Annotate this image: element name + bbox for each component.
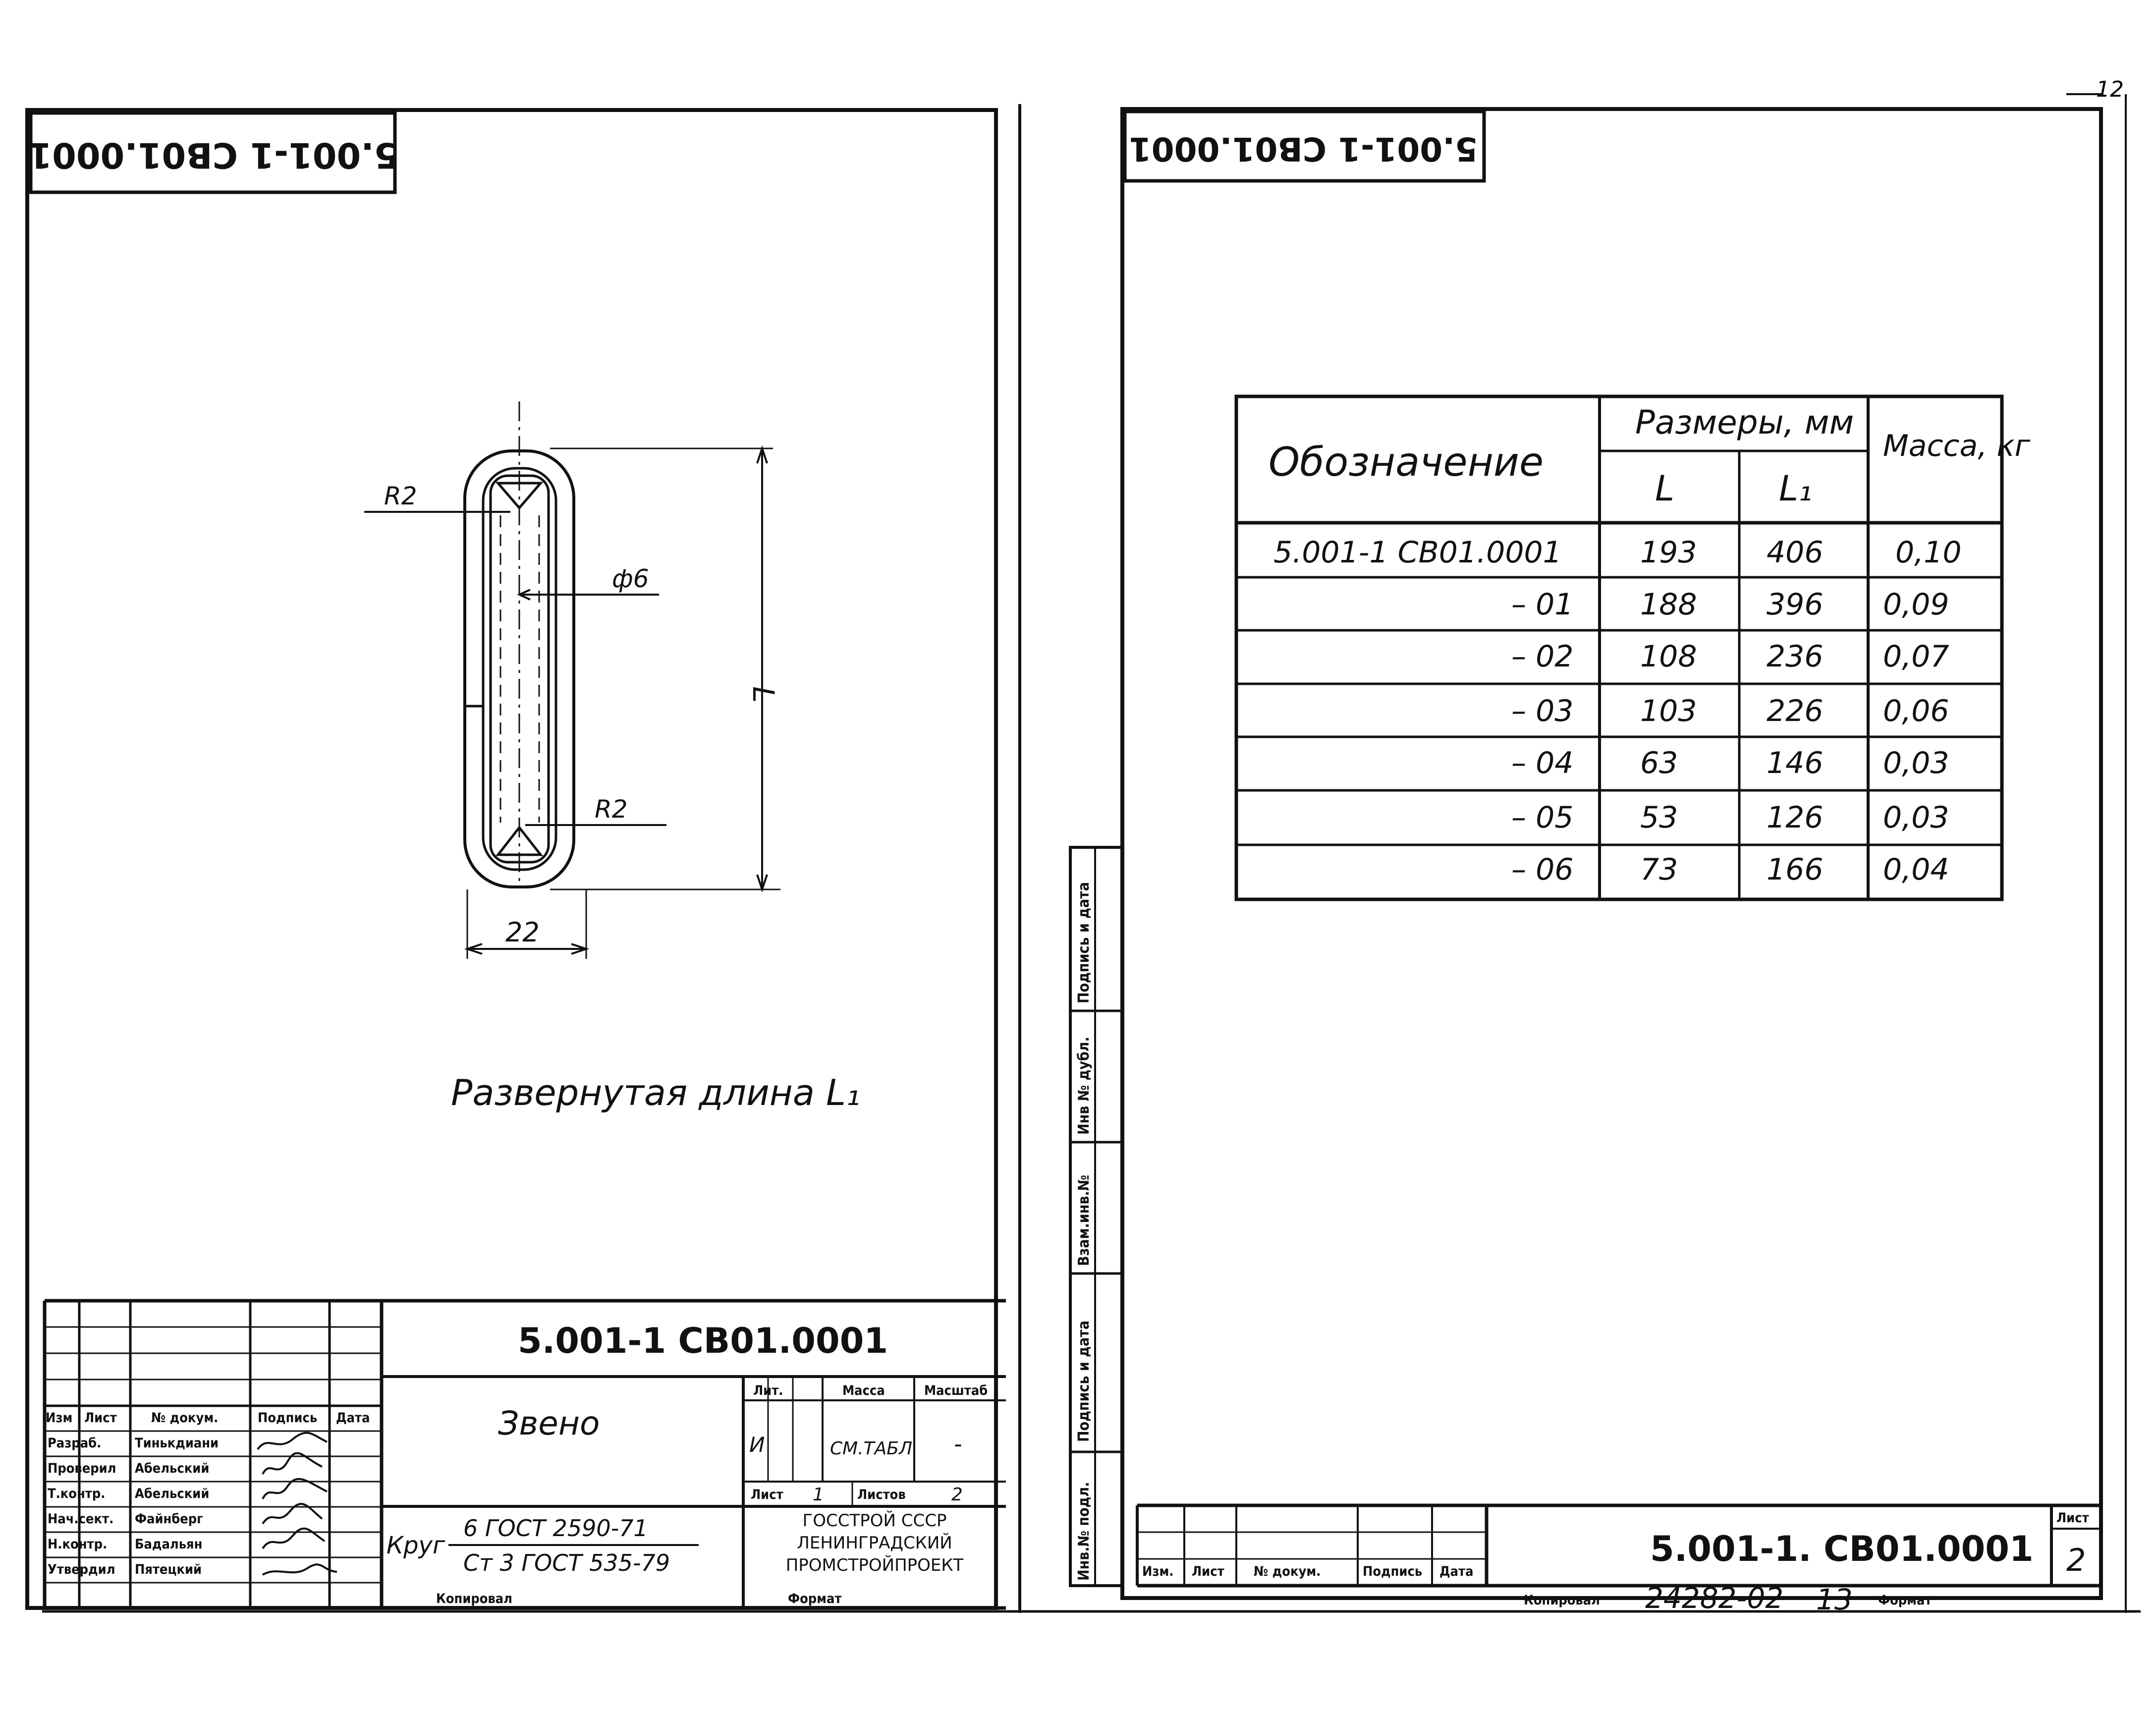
role-6: Утвердил [48,1562,115,1577]
side-stamp [1070,847,1122,1586]
right-designation: 5.001-1. СВ01.0001 [1650,1529,2034,1569]
col-date: Дата [336,1410,370,1426]
right-top-stamp: 5.001-1 СВ01.0001 [1128,129,1478,168]
table-row [1511,694,1949,728]
product-name: Звено [498,1404,600,1442]
row-mass: 0,03 [1883,800,1949,835]
row-designation: – 04 [1511,746,1574,780]
diameter-label: ф6 [612,564,649,593]
r-format-label: Формат [1878,1593,1932,1608]
row-L: 193 [1640,535,1697,570]
row-mass: 0,06 [1883,694,1949,728]
r-sheet-label: Лист [2056,1510,2089,1526]
width-label: 22 [505,917,540,948]
header-dimensions: Размеры, мм [1635,403,1854,442]
right-frame [1122,109,2101,1598]
org-line-3: ПРОМСТРОЙПРОЕКТ [785,1555,964,1575]
header-designation: Обозначение [1269,439,1544,485]
role-3: Т.контр. [48,1486,106,1501]
row-mass: 0,07 [1883,639,1949,674]
side-label-5: Подпись и дата [1075,882,1093,1003]
sheets-label: Листов [857,1487,906,1502]
row-mass: 0,03 [1883,746,1949,780]
row-designation: – 02 [1511,639,1574,674]
name-4: Файнберг [135,1511,203,1527]
r-col-doc: № докум. [1254,1564,1321,1579]
side-label-3: Взам.инв.№ [1075,1174,1093,1266]
row-L: 188 [1640,587,1697,622]
page-number: 12 [2096,77,2124,102]
col-doc: № докум. [151,1410,219,1426]
length-label: L [746,686,780,703]
name-2: Абельский [135,1461,210,1476]
lit-header: Лит. [753,1383,783,1398]
r-col-list: Лист [1192,1564,1224,1579]
r-copied-label: Копировал [1524,1593,1600,1608]
row-designation: 5.001-1 СВ01.0001 [1273,535,1562,570]
table-row [1511,587,1949,622]
col-sign: Подпись [258,1410,318,1426]
org-line-2: ЛЕНИНГРАДСКИЙ [797,1533,952,1553]
copied-label: Копировал [436,1591,512,1606]
row-L1: 166 [1767,852,1824,887]
left-designation: 5.001-1 СВ01.0001 [518,1321,888,1361]
signature-6 [263,1564,337,1575]
developed-length-caption: Развернутая длина L₁ [451,1072,860,1113]
row-L1: 226 [1767,694,1824,728]
col-izm: Изм [46,1410,73,1426]
row-L: 73 [1640,852,1678,887]
row-L1: 396 [1767,587,1824,622]
radius-top-label: R2 [384,482,417,510]
mass-value: СМ.ТАБЛ [830,1438,913,1459]
row-mass: 0,10 [1895,535,1962,570]
format-label: Формат [788,1591,842,1606]
table-rows [1273,535,1962,887]
role-5: Н.контр. [48,1537,108,1552]
right-sheet [1070,94,2126,1616]
table-row [1273,535,1962,570]
table-row [1511,852,1949,887]
org-line-1: ГОССТРОЙ СССР [802,1511,947,1531]
name-3: Абельский [135,1486,210,1501]
mass-header: Масса [842,1383,885,1398]
row-L: 63 [1640,746,1678,780]
row-L1: 126 [1767,800,1824,835]
side-label-2: Подпись и дата [1075,1320,1093,1442]
side-label-4: Инв № дубл. [1075,1037,1093,1135]
name-6: Пятецкий [135,1562,202,1577]
row-L: 108 [1640,639,1697,674]
sheet-value: 1 [813,1485,824,1505]
side-label-1: Инв.№ подл. [1075,1482,1093,1581]
radius-bottom-label: R2 [595,795,628,824]
table-row [1511,746,1949,780]
row-L1: 236 [1767,639,1824,674]
row-designation: – 01 [1511,587,1574,622]
row-mass: 0,09 [1883,587,1949,622]
r-col-date: Дата [1439,1564,1474,1579]
row-L: 53 [1640,800,1678,835]
link-drawing [364,401,780,959]
r-col-sign: Подпись [1363,1564,1423,1579]
r-sheet-value: 2 [2066,1542,2086,1578]
row-designation: – 05 [1511,800,1574,835]
name-5: Бадальян [135,1537,203,1552]
row-mass: 0,04 [1883,852,1949,887]
table-row [1511,800,1949,835]
row-designation: – 03 [1511,694,1574,728]
header-L: L [1655,468,1674,509]
doc-number: 24282-02 [1645,1581,1784,1615]
dimensions-table [1236,396,2031,899]
table-row [1511,639,1949,674]
sheet-label: Лист [751,1487,783,1502]
scale-value: - [954,1431,962,1457]
scale-header: Масштаб [924,1383,988,1398]
name-1: Тинькдиани [135,1436,219,1451]
role-2: Проверил [48,1461,116,1476]
signatures [258,1433,337,1575]
lit-value: И [749,1433,765,1457]
material-prefix: Круг [387,1532,445,1559]
r-col-izm: Изм. [1142,1564,1174,1579]
row-L1: 146 [1767,746,1824,780]
row-designation: – 06 [1511,852,1574,887]
col-list: Лист [84,1410,117,1426]
signature-1 [258,1433,327,1449]
header-L1: L₁ [1779,468,1813,509]
left-sheet [27,110,1006,1608]
row-L1: 406 [1767,535,1824,570]
left-title-block [45,1301,1006,1608]
role-1: Разраб. [48,1436,102,1451]
sheets-value: 2 [951,1485,963,1505]
material-line-1: 6 ГОСТ 2590-71 [463,1515,648,1542]
role-4: Нач.сект. [48,1511,114,1527]
header-mass: Масса, кг [1883,429,2031,463]
row-L: 103 [1640,694,1697,728]
doc-sub: 13 [1816,1583,1853,1616]
material-line-2: Ст 3 ГОСТ 535-79 [463,1549,670,1576]
left-top-stamp: 5.001-1 СВ01.0001 [28,134,398,175]
